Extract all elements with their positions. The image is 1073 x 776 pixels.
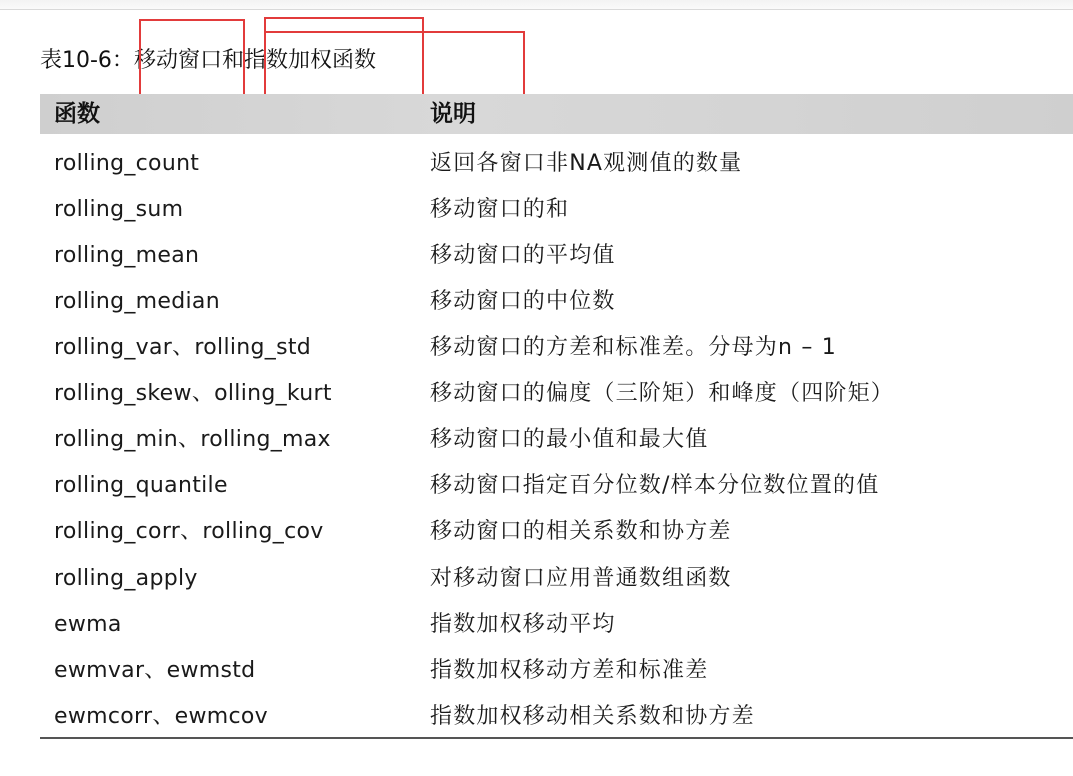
description-cell: 移动窗口的平均值 [430, 243, 616, 268]
caption-label: 表10-6： [40, 48, 134, 73]
top-page-edge [0, 0, 1073, 10]
header-function: 函数 [54, 101, 100, 127]
table-row [0, 648, 1073, 694]
table-row [0, 417, 1073, 463]
table-row [0, 602, 1073, 648]
function-name-cell: rolling_skew、olling_kurt [54, 381, 332, 406]
table-row [0, 325, 1073, 371]
description-cell: 移动窗口的偏度（三阶矩）和峰度（四阶矩） [430, 381, 895, 406]
table-row [0, 233, 1073, 279]
table-header-band [40, 94, 1073, 134]
caption-part-1: 移动窗口 [133, 48, 222, 73]
description-cell: 指数加权移动平均 [430, 612, 616, 637]
function-name-cell: rolling_count [54, 151, 200, 176]
function-name-cell: ewmvar、ewmstd [54, 658, 256, 683]
function-name-cell: rolling_corr、rolling_cov [54, 519, 324, 544]
table-row [0, 694, 1073, 740]
description-cell: 对移动窗口应用普通数组函数 [430, 566, 732, 591]
caption-part-2: 和 [221, 48, 244, 73]
function-name-cell: ewma [54, 612, 122, 637]
function-name-cell: rolling_apply [54, 566, 198, 591]
description-cell: 返回各窗口非NA观测值的数量 [430, 151, 743, 176]
table-caption [40, 44, 376, 78]
table-row [0, 279, 1073, 325]
table-row [0, 556, 1073, 602]
description-cell: 移动窗口的和 [430, 197, 570, 222]
function-name-cell: ewmcorr、ewmcov [54, 704, 268, 729]
table-row [0, 509, 1073, 555]
description-cell: 移动窗口的方差和标准差。分母为n – 1 [430, 335, 837, 360]
description-cell: 指数加权移动方差和标准差 [430, 658, 709, 683]
description-cell: 移动窗口的中位数 [430, 289, 616, 314]
function-name-cell: rolling_sum [54, 197, 184, 222]
table-row [0, 463, 1073, 509]
table-row [0, 141, 1073, 187]
function-name-cell: rolling_min、rolling_max [54, 427, 331, 452]
table-bottom-rule [40, 737, 1073, 739]
function-name-cell: rolling_var、rolling_std [54, 335, 312, 360]
description-cell: 移动窗口的相关系数和协方差 [430, 519, 732, 544]
caption-part-3: 指数加权函数 [243, 48, 376, 73]
function-name-cell: rolling_mean [54, 243, 200, 268]
header-description: 说明 [430, 101, 476, 127]
description-cell: 移动窗口的最小值和最大值 [430, 427, 709, 452]
table-row [0, 187, 1073, 233]
function-name-cell: rolling_median [54, 289, 220, 314]
function-name-cell: rolling_quantile [54, 473, 228, 498]
description-cell: 指数加权移动相关系数和协方差 [430, 704, 755, 729]
description-cell: 移动窗口指定百分位数/样本分位数位置的值 [430, 473, 880, 498]
table-row [0, 371, 1073, 417]
